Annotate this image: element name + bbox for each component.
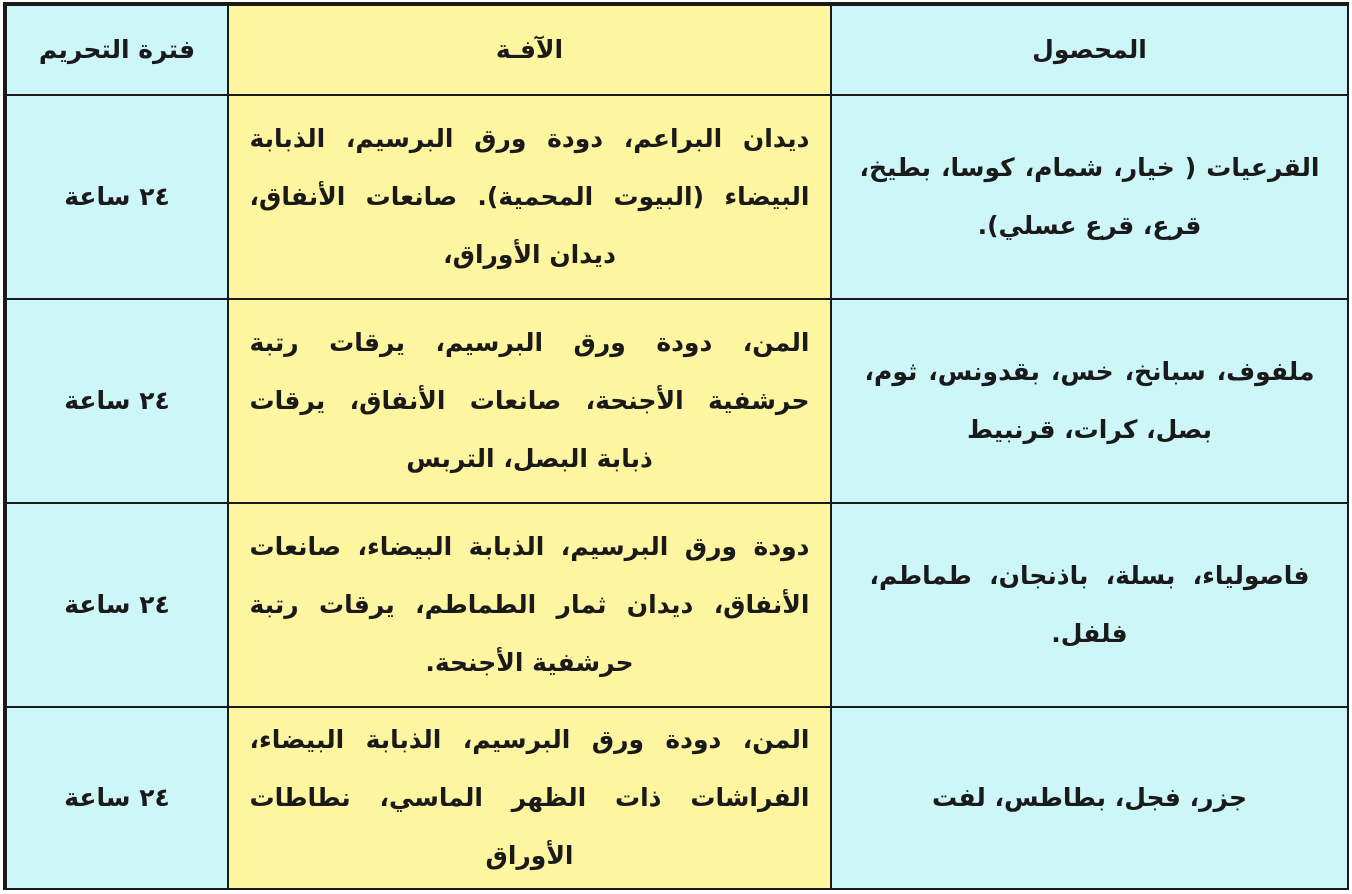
pest-text: ديدان البراعم، دودة ورق البرسيم، الذبابة البيضاء (البيوت المحمية). صانعات الأنفاق، ديدان الأوراق، [249,124,810,269]
crop-text: جزر، فجل، بطاطس، لفت [931,783,1248,812]
crop-cell [831,95,1348,299]
pest-cell [228,95,831,299]
period-cell: ٢٤ ساعة [6,707,228,889]
crop-cell [831,707,1348,889]
header-period: فترة التحريم [6,5,228,95]
pest-cell [228,503,831,707]
crop-text: القرعيات ( خيار، شمام، كوسا، بطيخ، قرع، قرع عسلي). [859,153,1320,240]
crop-text: ملفوف، سبانخ، خس، بقدونس، ثوم، بصل، كرات، قرنبيط [864,357,1315,444]
crop-cell [831,299,1348,503]
crop-cell [831,503,1348,707]
pest-text: دودة ورق البرسيم، الذبابة البيضاء، صانعات الأنفاق، ديدان ثمار الطماطم، يرقات رتبة حرشفية الأجنحة. [249,532,810,677]
table-row [6,299,1348,503]
pest-cell [228,707,831,889]
table-row [6,503,1348,707]
pest-table-container [3,2,1349,890]
table-header-row [6,5,1348,95]
pest-cell [228,299,831,503]
pest-text: المن، دودة ورق البرسيم، الذبابة البيضاء، الفراشات ذات الظهر الماسي، نطاطات الأوراق [249,725,810,870]
pest-text: المن، دودة ورق البرسيم، يرقات رتبة حرشفية الأجنحة، صانعات الأنفاق، يرقات ذبابة البصل، التربس [249,328,810,473]
period-cell: ٢٤ ساعة [6,95,228,299]
period-cell: ٢٤ ساعة [6,299,228,503]
header-pest: الآفـة [228,5,831,95]
pest-table [5,4,1349,890]
period-cell: ٢٤ ساعة [6,503,228,707]
crop-text: فاصولياء، بسلة، باذنجان، طماطم، فلفل. [869,561,1310,648]
table-row [6,707,1348,889]
header-crop: المحصول [831,5,1348,95]
table-row [6,95,1348,299]
